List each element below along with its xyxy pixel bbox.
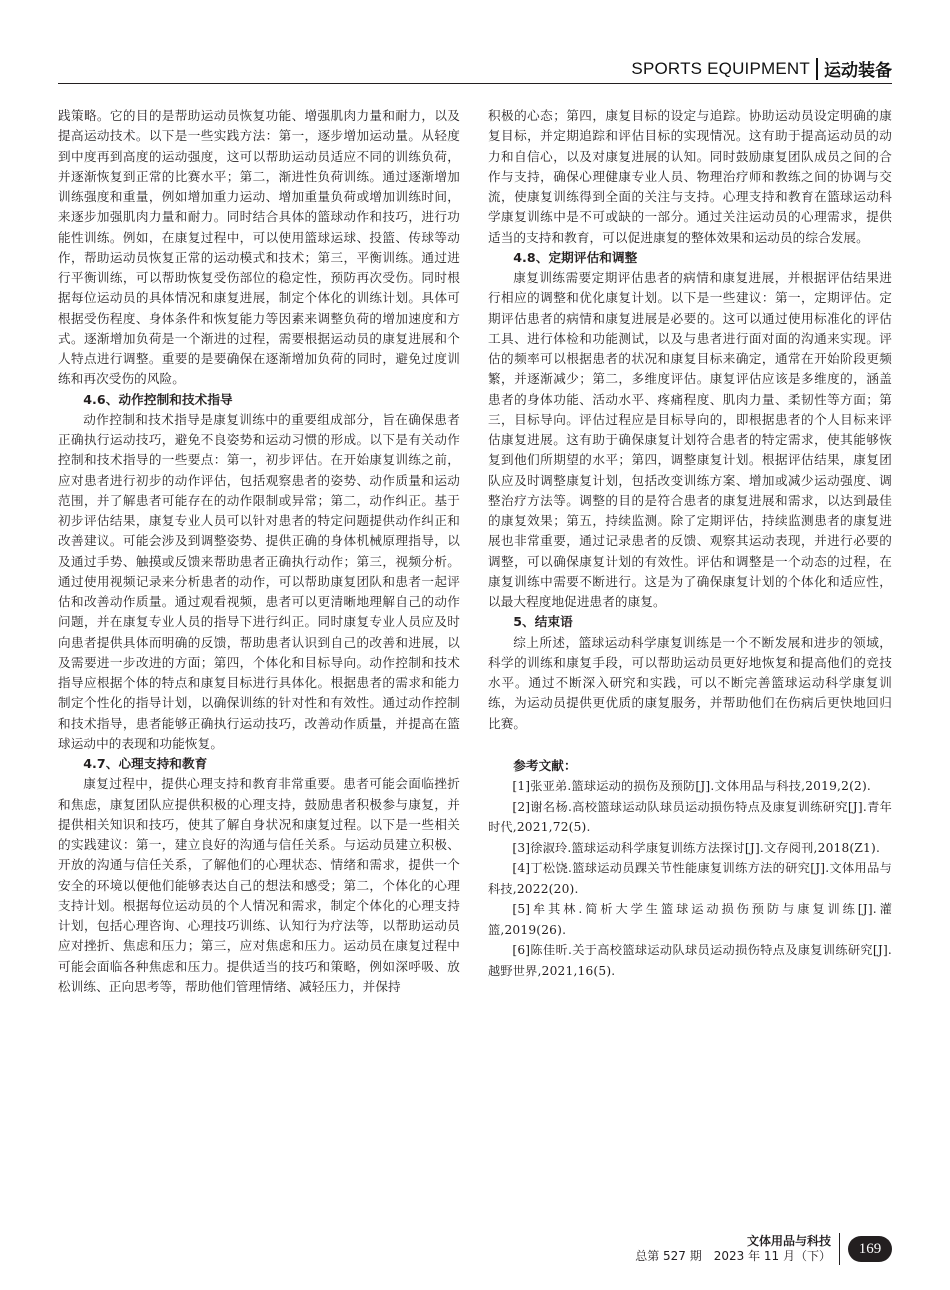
section-heading-5: 5、结束语 [513, 614, 573, 630]
reference-item: [4]丁松饶.篮球运动员踝关节性能康复训练方法的研究[J].文体用品与科技,2022(20). [488, 861, 892, 896]
paragraph-continued: 践策略。它的目的是帮助运动员恢复功能、增强肌肉力量和耐力，以及提高运动技术。以下是一些实践方法：第一，逐步增加运动量。从轻度到中度再到高度的运动强度，这可以帮助运动员适应不同的训练负荷，并逐渐恢复到正常的比赛水平；第二，渐进性负荷训练。通过逐渐增加训练强度和重量，例如增加重力运动、增加重量负荷或增加训练时间，来逐步加强肌肉力量和耐力。同时结合具体的篮球动作和技巧，进行功能性训练。例如，在康复过程中，可以使用篮球运球、投篮、传球等动作，帮助运动员恢复正常的运动模式和技术；第三，平衡训练。通过进行平衡训练，可以帮助恢复受伤部位的稳定性，预防再次受伤。同时根据每位运动员的具体情况和康复进展，制定个体化的训练计划。具体可根据受伤程度、身体条件和恢复能力等因素来调整负荷的增加速度和方式。逐渐增加负荷是一个渐进的过程，需要根据运动员的康复进展和个人特点进行调整。重要的是要确保在逐渐增加负荷的同时，避免过度训练和再次受伤的风险。 [58, 108, 460, 387]
footer-journal-name: 文体用品与科技 [746, 1234, 831, 1248]
left-column [58, 106, 460, 997]
reference-item: [3]徐淑玲.篮球运动科学康复训练方法探讨[J].文存阅刊,2018(Z1). [512, 840, 881, 855]
header-english-title: SPORTS EQUIPMENT [631, 58, 810, 78]
paragraph-evaluation: 康复训练需要定期评估患者的病情和康复进展，并根据评估结果进行相应的调整和优化康复计划。以下是一些建议：第一，定期评估。定期评估患者的病情和康复进展是必要的。这可以通过使用标准化的评估工具、进行体检和功能测试，以及与患者进行面对面的沟通来实现。评估的频率可以根据患者的状况和康复目标来确定，通常在开始阶段更频繁，并逐渐减少；第二，多维度评估。康复评估应该是多维度的，涵盖患者的身体功能、活动水平、疼痛程度、肌肉力量、柔韧性等方面；第三，目标导向。评估过程应是目标导向的，即根据患者的个人目标来评估康复进展。这有助于确保康复计划符合患者的特定需求，使其能够恢复到他们所期望的水平；第四，调整康复计划。根据评估结果，康复团队应及时调整康复计划，包括改变训练方案、增加或减少运动强度、调整治疗方法等。调整的目的是符合患者的康复进展和需求，以达到最佳的康复效果；第五，持续监测。除了定期评估，持续监测患者的康复进展也非常重要，通过记录患者的反馈、观察其运动表现，并进行必要的调整，可以确保康复计划的有效性。评估和调整是一个动态的过程，在康复训练中需要不断进行。这是为了确保康复计划的个体化和适应性，以最大程度地促进患者的康复。 [488, 270, 892, 609]
section-heading-4-8: 4.8、定期评估和调整 [513, 249, 638, 265]
right-column [488, 106, 892, 981]
references-title: 参考文献： [513, 757, 577, 773]
section-heading-4-7: 4.7、心理支持和教育 [83, 756, 208, 771]
reference-item: [1]张亚弟.篮球运动的损伤及预防[J].文体用品与科技,2019,2(2). [512, 779, 872, 793]
reference-item: [5]牟其林.简析大学生篮球运动损伤预防与康复训练[J].灌篮,2019(26). [488, 902, 892, 937]
paragraph-motion-control: 动作控制和技术指导是康复训练中的重要组成部分，旨在确保患者正确执行运动技巧，避免不良姿势和运动习惯的形成。以下是有关动作控制和技术指导的一些要点：第一，初步评估。在开始康复训练之前，应对患者进行初步的动作评估，包括观察患者的姿势、动作质量和运动范围，并了解患者可能存在的动作限制或异常；第二，动作纠正。基于初步评估结果，康复专业人员可以针对患者的特定问题提供动作纠正和改善建议。可能会涉及到调整姿势、提供正确的身体机械原理指导，以及通过手势、触摸或反馈来帮助患者正确执行动作；第三，视频分析。通过使用视频记录来分析患者的动作，可以帮助康复团队和患者一起评估和改善动作质量。通过观看视频，患者可以更清晰地理解自己的动作问题，并在康复专业人员的指导下进行纠正。同时康复专业人员应及时向患者提供具体而明确的反馈，帮助患者认识到自己的改善和进展，以及需要进一步改进的方面；第四，个体化和目标导向。动作控制和技术指导应根据个体的特点和康复目标进行具体化。根据患者的需求和能力制定个性化的指导计划，以确保训练的针对性和有效性。通过动作控制和技术指导，患者能够正确执行运动技巧，改善动作质量，并提高在篮球运动中的表现和功能恢复。 [58, 411, 460, 751]
footer-issue-info: 总第 527 期 2023 年 11 月（下） [635, 1249, 831, 1263]
reference-item: [2]谢名杨.高校篮球运动队球员运动损伤特点及康复训练研究[J].青年时代,2021,72(5). [488, 799, 892, 834]
header-chinese-title: 运动装备 [824, 61, 892, 81]
header-separator [816, 58, 818, 80]
paragraph-conclusion: 综上所述，篮球运动科学康复训练是一个不断发展和进步的领域，科学的训练和康复手段，可以帮助运动员更好地恢复和提高他们的竞技水平。通过不断深入研究和实践，可以不断完善篮球运动科学康复训练，为运动员提供更优质的康复服务，并帮助他们在伤病后更快地回归比赛。 [488, 634, 892, 731]
header-rule [58, 83, 892, 84]
running-header [631, 56, 892, 81]
paragraph-psych-continued: 积极的心态；第四，康复目标的设定与追踪。协助运动员设定明确的康复目标，并定期追踪和评估目标的实现情况。这有助于提高运动员的动力和自信心，以及对康复进展的认知。同时鼓励康复团队成员之间的合作与支持，确保心理健康专业人员、物理治疗师和教练之间的协调与交流，使康复训练得到全面的关注与支持。心理支持和教育在篮球运动科学康复训练中是不可或缺的一部分。通过关注运动员的心理需求，提供适当的支持和教育，可以促进康复的整体效果和运动员的综合发展。 [488, 108, 892, 245]
section-heading-4-6: 4.6、动作控制和技术指导 [83, 391, 233, 407]
footer-divider [839, 1233, 840, 1265]
footer-text [635, 1234, 831, 1264]
paragraph-psych-support: 康复过程中，提供心理支持和教育非常重要。患者可能会面临挫折和焦虑，康复团队应提供积极的心理支持，鼓励患者积极参与康复，并提供相关知识和技巧，使其了解自身状况和康复过程。以下是一些相关的实践建议：第一，建立良好的沟通与信任关系。与运动员建立积极、开放的沟通与信任关系，了解他们的心理状态、情绪和需求，提供一个安全的环境以便他们能够表达自己的想法和感受；第二，个体化的心理支持计划。根据每位运动员的个人情况和需求，制定个体化的心理支持计划，包括心理咨询、心理技巧训练、认知行为疗法等，以帮助运动员应对挫折、焦虑和压力；第三，应对焦虑和压力。运动员在康复过程中可能会面临各种焦虑和压力。提供适当的技巧和策略，例如深呼吸、放松训练、正向思考等，帮助他们管理情绪、减轻压力，并保持 [58, 776, 460, 994]
page-number-badge: 169 [848, 1236, 892, 1262]
reference-item: [6]陈佳昕.关于高校篮球运动队球员运动损伤特点及康复训练研究[J].越野世界,2021,16(5). [488, 943, 892, 978]
page-footer [635, 1233, 892, 1265]
